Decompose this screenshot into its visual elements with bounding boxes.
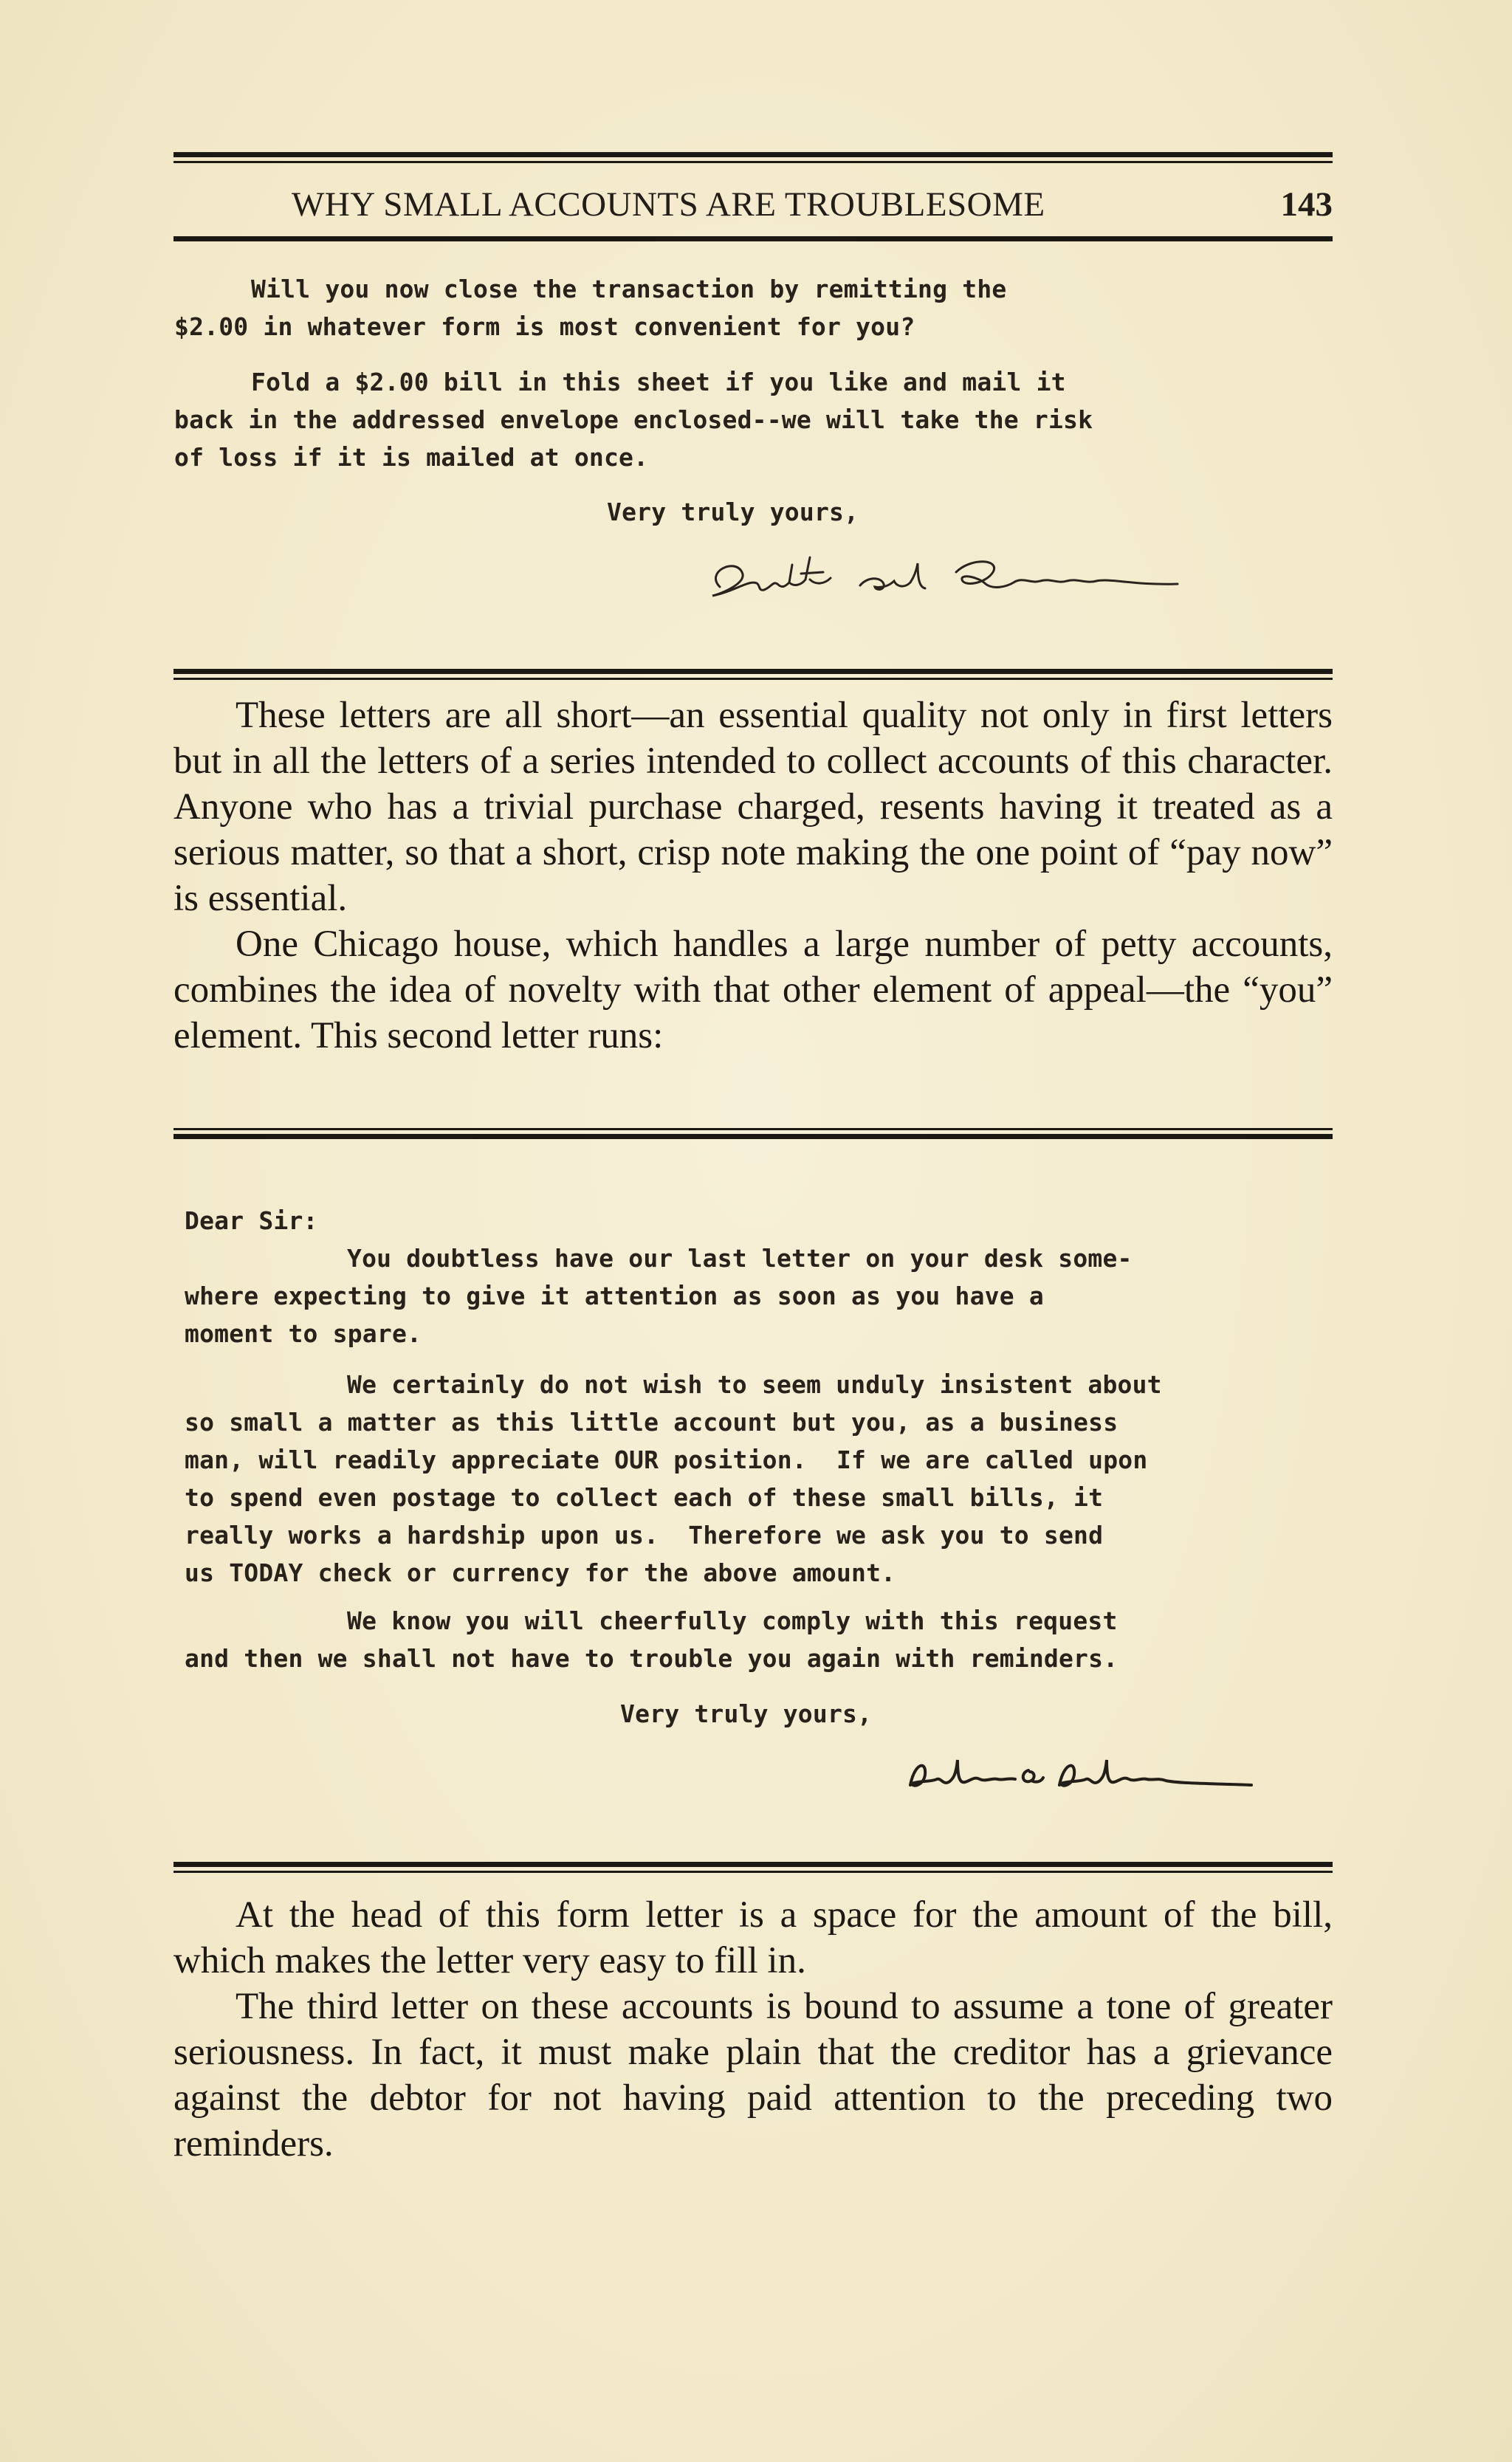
signature-anderson-and-anderson <box>904 1748 1259 1800</box>
letter-two-line: us TODAY check or currency for the above amount. <box>185 1558 896 1587</box>
letter-two-closing-text: Very truly yours, <box>620 1699 873 1728</box>
letter-one <box>174 270 1307 345</box>
letter-two-line: where expecting to give it attention as soon as you have a <box>185 1282 1044 1310</box>
letter-two-line: really works a hardship upon us. Therefore we ask you to send <box>185 1521 1104 1550</box>
prose-section-one <box>173 692 1333 1059</box>
letter-two-bottom-rule <box>173 1862 1333 1867</box>
running-head: WHY SMALL ACCOUNTS ARE TROUBLESOME <box>292 185 1045 224</box>
letter-one-closing-text: Very truly yours, <box>607 498 859 526</box>
page-number: 143 <box>1280 185 1333 224</box>
letter-two-line: to spend even postage to collect each of these small bills, it <box>185 1483 1104 1512</box>
letter-one-closing <box>607 493 859 531</box>
page-header <box>173 176 1333 235</box>
letter-one-line: Will you now close the transaction by remitting the <box>251 275 1007 303</box>
letter-one-line: of loss if it is mailed at once. <box>174 443 649 472</box>
letter-one-line: $2.00 in whatever form is most convenient for you? <box>174 312 915 341</box>
signature-smith-and-tucker <box>690 543 1207 616</box>
letter-one-bottom-rule-thin <box>173 678 1333 680</box>
letter-two-paragraph-three <box>185 1602 1336 1677</box>
letter-one-paragraph-two <box>174 363 1307 476</box>
prose-section-two <box>173 1892 1333 2167</box>
letter-two-line: and then we shall not have to trouble you again with reminders. <box>185 1644 1118 1673</box>
letter-two-line: so small a matter as this little account but you, as a business <box>185 1408 1118 1437</box>
letter-two-closing <box>620 1695 872 1733</box>
letter-two-signature <box>904 1748 1259 1800</box>
letter-two <box>185 1202 1336 1352</box>
letter-one-line: back in the addressed envelope enclosed--we will take the risk <box>174 405 1093 434</box>
letter-two-bottom-rule-thin <box>173 1871 1333 1873</box>
letter-two-paragraph-two <box>185 1366 1336 1592</box>
letter-two-line: We know you will cheerfully comply with this request <box>347 1606 1118 1635</box>
header-top-rule-thin <box>173 161 1333 163</box>
prose-paragraph: The third letter on these accounts is bound to assume a tone of greater seriousness. In fact, it must make plain that the creditor has a grievance against the debtor for not having paid attention to the preceding two reminders. <box>173 1986 1333 2164</box>
header-top-rule <box>173 152 1333 157</box>
letter-one-signature <box>690 543 1207 616</box>
letter-two-salutation: Dear Sir: <box>185 1206 318 1235</box>
prose-paragraph: At the head of this form letter is a space for the amount of the bill, which makes the letter very easy to fill in. <box>173 1894 1333 1981</box>
letter-one-bottom-rule <box>173 669 1333 674</box>
letter-two-line: moment to spare. <box>185 1319 422 1348</box>
letter-two-top-rule-thin <box>173 1128 1333 1130</box>
prose-paragraph: One Chicago house, which handles a large number of petty accounts, combines the idea of novelty with that other element of appeal—the “you” element. This second letter runs: <box>173 924 1333 1056</box>
header-bottom-rule <box>173 236 1333 241</box>
letter-one-line: Fold a $2.00 bill in this sheet if you like and mail it <box>251 368 1066 396</box>
letter-two-top-rule <box>173 1134 1333 1139</box>
letter-two-line: man, will readily appreciate OUR position. If we are called upon <box>185 1445 1148 1474</box>
prose-paragraph: These letters are all short—an essential quality not only in first letters but in all the letters of a series intended to collect accounts of this character. Anyone who has a trivial purchase charged, resents having it treated as a serious matter, so that a short, crisp note making the one point of “pay now” is essential. <box>173 695 1333 919</box>
letter-two-line: You doubtless have our last letter on your desk some- <box>347 1244 1133 1273</box>
letter-two-line: We certainly do not wish to seem unduly insistent about <box>347 1370 1162 1399</box>
